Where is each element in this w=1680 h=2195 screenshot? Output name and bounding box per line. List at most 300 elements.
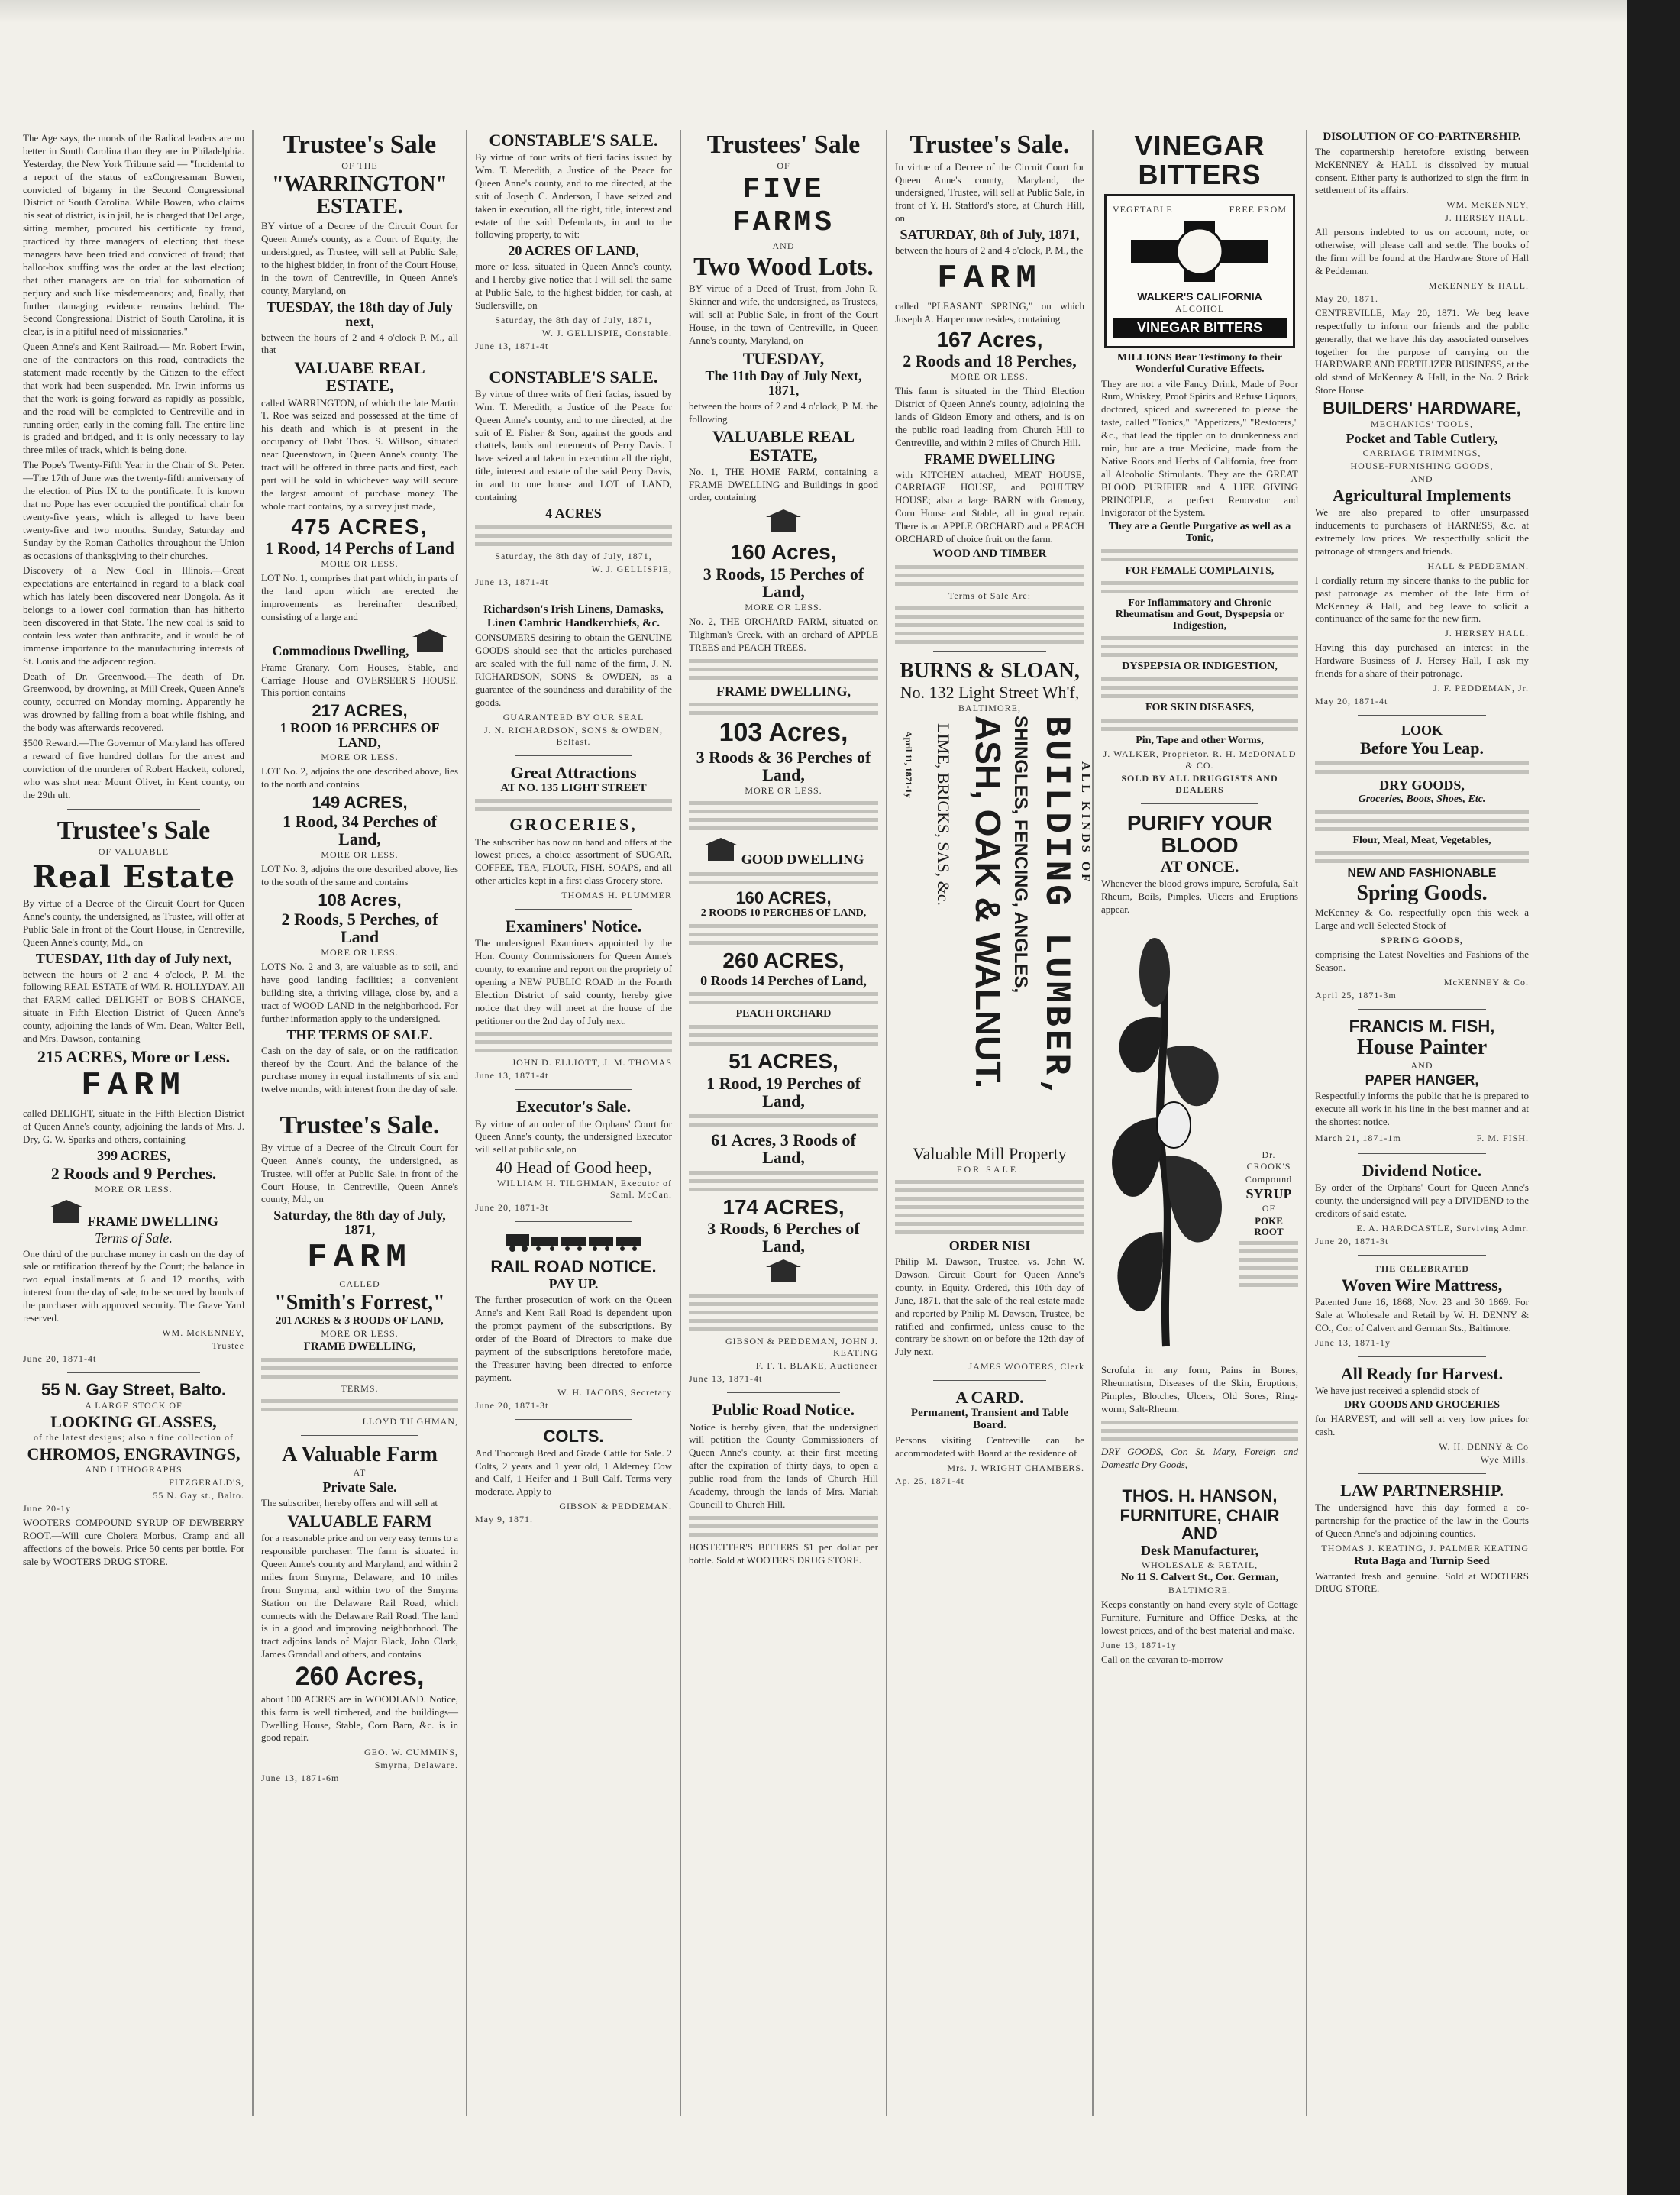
ad-body: In virtue of a Decree of the Circuit Court for Queen Anne's county, Maryland, the undersigned, Trustee, will sell at Public Sale, in front of Y. H. Stafford's store, at Church Hill, on <box>895 160 1084 225</box>
timber-heading: WOOD AND TIMBER <box>932 547 1047 560</box>
acreage: 260 ACRES, <box>722 949 845 973</box>
ad-body: BY virtue of a Deed of Trust, from John R. Skinner and wife, the undersigned, as Trustees, will sell at Public Sale, in front of the Court House, in the town of Centreville, in Queen Anne's county, Maryland, on <box>689 283 878 346</box>
faded-text <box>689 1516 878 1537</box>
ad-title: A Valuable Farm <box>282 1442 438 1466</box>
signature: JAMES WOOTERS, Clerk <box>968 1361 1084 1372</box>
ad-title: Examiners' Notice. <box>505 916 642 936</box>
faded-text <box>261 1399 458 1411</box>
frame-dwelling: FRAME DWELLING, <box>303 1340 416 1353</box>
sale-date: TUESDAY, the 18th day of July next, <box>267 299 453 329</box>
faded-text <box>895 1180 1084 1234</box>
ad-heading: 40 Head of Good heep, <box>495 1158 652 1178</box>
faded-text <box>689 1171 878 1191</box>
ad-body: Scrofula in any form, Pains in Bones, Rheumatism, Diseases of the Skin, Eruptions, Pimples, Blotches, Ulcers, Old Sores, Ring-worm, Salt-Rheum. <box>1101 1364 1298 1414</box>
ad-body: about 100 ACRES are in WOODLAND. Notice, this farm is well timbered, and the buildings—Dwelling House, Stable, Corn Barn, &c. is in good repair. <box>261 1692 458 1744</box>
acreage-detail: 1 Rood, 14 Perchs of Land <box>265 538 454 558</box>
faded-text <box>1239 1241 1298 1287</box>
more-or-less: MORE OR LESS. <box>321 849 399 861</box>
news-item: Death of Dr. Greenwood.—The death of Dr. Greenwood, by drowning, at Mill Creek, Queen Anne's county, occurred on Monday morning. Apparently he was drowned by falling from a boat while fishing, and the body was afterwards recovered. <box>23 670 244 734</box>
acreage-detail: 2 Roods and 18 Perches, <box>903 351 1077 371</box>
ad-title: Linen Cambric Handkerchiefs, &c. <box>487 616 660 629</box>
news-item: The Age says, the morals of the Radical leaders are no better in South Carolina than they are in Philadelphia. Yesterday, the New York Tribune said — "Incidental to a report of the status of exCongressman Bowen, convicted of bigamy in the Second Congressional District of South Carolina. While Bowen, who claims his seat of district, is in jail, he is charged that DeLarge, sitting member, procured his certificate by fraud, practiced by three managers of election; that these managers have been tried and convicted of fraud; that ballot-box stuffing was the order at the last election; that other managers are on trial for subornation of perjury and such like misdemeanors; and, finally, that further damaging evidence remains behind. The Second Congressional District of South Carolina, it is clear, is in a pitiful need of missionaries." <box>23 132 244 338</box>
ad-heading: FIVE FARMS <box>732 173 835 239</box>
product-name: Dr. CROOK'S <box>1246 1149 1291 1172</box>
faded-text <box>895 606 1084 644</box>
product-name: OF <box>1262 1202 1276 1214</box>
ad-body: All persons indebted to us on account, note, or otherwise, will please call and settle. The books of the firm will be found at the Hardware Store of Hall & Peddeman. <box>1315 226 1529 276</box>
ad-body: We are also prepared to offer unsurpassed inducements to purchasers of HARNESS, &c. at extremely low prices. We respectfully solicit the patronage of strangers and friends. <box>1315 506 1529 557</box>
signer-role: Trustee <box>212 1340 244 1351</box>
ad-date: June 20, 1871-3t <box>475 1399 549 1411</box>
ad-subtitle: They are a Gentle Purgative as well as a Tonic, <box>1108 521 1291 545</box>
sale-date: Saturday, the 8th day of July, 1871, <box>495 314 652 325</box>
train-icon <box>475 1230 672 1256</box>
divider <box>933 1380 1047 1381</box>
ad-body: comprising the Latest Novelties and Fashions of the Season. <box>1315 949 1529 974</box>
sale-date: Saturday, the 8th day of July, 1871, <box>495 550 652 561</box>
ad-title: COLTS. <box>543 1426 604 1446</box>
ad-body: Patented June 16, 1868, Nov. 23 and 30 1869. For Sale at Wholesale and Retail by W. H. DENNY & CO., Cor. of Calvert and German Sts., Baltimore. <box>1315 1295 1529 1333</box>
ad-subtitle: AND <box>1410 1060 1433 1072</box>
page-right-edge <box>1627 0 1680 2195</box>
more-or-less: MORE OR LESS. <box>321 947 399 958</box>
divider <box>67 1372 200 1373</box>
ad-title: Valuable Mill Property <box>913 1144 1067 1164</box>
farm-heading: FARM <box>937 259 1042 298</box>
ad-date: June 20-1y <box>23 1503 71 1515</box>
ad-subtitle: Pin, Tape and other Worms, <box>1136 734 1264 746</box>
ad-subtitle: AT NO. 135 LIGHT STREET <box>500 781 647 794</box>
divider <box>1358 715 1486 716</box>
faded-text <box>689 801 878 830</box>
faded-text <box>689 1294 878 1331</box>
ad-body: between the hours of 2 and 4 o'clock, P. M. the following REAL ESTATE of WM. R. HOLLYDAY. All that FARM called DELIGHT or BOB'S CHANCE, situate in Fifth Election District of Queen Anne's county, adjoining the lands of Wm. Dean, Walter Bell, and Mrs. Dawson, containing <box>23 968 244 1045</box>
ad-body: By virtue of an order of the Orphans' Court for Queen Anne's county, the undersigned Executor will sell at public sale, on <box>475 1117 672 1156</box>
signature: F. M. FISH. <box>1476 1133 1529 1144</box>
signature: GIBSON & PEDDEMAN, JOHN J. KEATING <box>725 1336 878 1359</box>
more-or-less: MORE OR LESS. <box>95 1183 173 1194</box>
ad-subtitle: AND <box>772 240 795 251</box>
ad-subtitle: DRY GOODS AND GROCERIES <box>1344 1398 1500 1411</box>
ad-subtitle: Permanent, Transient and Table Board. <box>910 1407 1069 1432</box>
acreage: 399 ACRES, <box>96 1147 171 1163</box>
house-icon <box>49 1200 84 1223</box>
acreage-detail: 3 Roods & 36 Perches of Land, <box>696 748 871 785</box>
ad-title: Trustees' Sale <box>706 131 861 159</box>
faded-text <box>475 799 672 811</box>
ad-body: Having this day purchased an interest in the Hardware Business of J. Hersey Hall, I ask my friends for a share of their patronage. <box>1315 642 1529 680</box>
ad-heading: PAPER HANGER, <box>1365 1072 1479 1088</box>
dwelling-heading: Commodious Dwelling, <box>272 642 409 658</box>
acreage-detail: 2 ROODS 10 PERCHES OF LAND, <box>700 907 867 920</box>
signature: Mrs. J. WRIGHT CHAMBERS. <box>947 1462 1084 1473</box>
house-icon <box>412 629 447 652</box>
ad-body: By virtue of a Decree of the Circuit Court for Queen Anne's county, the undersigned, as Trustee, will offer at Public Sale, in front of the Court House, in Centreville, Queen Anne's county, Md., on <box>261 1141 458 1205</box>
ad-subtitle: AND LITHOGRAPHS <box>85 1464 183 1476</box>
ad-title: All Ready for Harvest. <box>1340 1363 1504 1383</box>
ad-body: with KITCHEN attached, MEAT HOUSE, CARRIAGE HOUSE, and POULTRY HOUSE; also a large BARN with Granary, Corn House and Stable, all in good repair. There is an APPLE ORCHARD and a PEACH ORCHARD of choice fruit on the farm. <box>895 468 1084 545</box>
ad-body: Persons visiting Centreville can be accommodated with Board at the residence of <box>895 1434 1084 1459</box>
ad-body: HOSTETTER'S BITTERS $1 per dollar per bottle. Sold at WOOTERS DRUG STORE. <box>689 1540 878 1566</box>
ad-body: Respectfully informs the public that he is prepared to execute all work in his line in the best manner and at the shortest notice. <box>1315 1090 1529 1128</box>
ad-heading: Real Estate <box>31 859 236 896</box>
ad-title: LOOK <box>1401 722 1443 738</box>
farm-heading: FARM <box>307 1239 412 1278</box>
ad-subtitle: DRY GOODS, <box>1379 777 1465 793</box>
acreage: 475 ACRES, <box>291 514 428 538</box>
city: BALTIMORE, <box>958 703 1021 714</box>
signature: J. F. PEDDEMAN, Jr. <box>1433 682 1529 693</box>
divider <box>933 651 1047 652</box>
ad-heading: CHROMOS, ENGRAVINGS, <box>27 1444 241 1464</box>
ad-date: June 20, 1871-3t <box>475 1202 549 1214</box>
faded-text <box>1101 636 1298 657</box>
ad-date: April 11, 1871-1y <box>903 731 914 798</box>
ad-subtitle: For Inflammatory and Chronic Rheumatism and Gout, Dyspepsia or Indigestion, <box>1115 597 1284 632</box>
ad-body: CENTREVILLE, May 20, 1871. We beg leave respectfully to inform our friends and the public generally, that we have this day associated ourselves together for the purpose of carrying on the HARDWARE AND FERTILIZER BUSINESS, at the old stand of McKenney & Hall, in the No. 2 Brick Store House. <box>1315 306 1529 396</box>
ad-subtitle: Desk Manufacturer, <box>1141 1542 1258 1558</box>
ad-body: Frame Granary, Corn Houses, Stable, and Carriage House and OVERSEER'S HOUSE. This portion contains <box>261 661 458 699</box>
ad-body: No. 2, THE ORCHARD FARM, situated on Tilghman's Creek, with an orchard of APPLE TREES and PEACH TREES. <box>689 615 878 653</box>
terms-heading: Terms of Sale Are: <box>948 590 1032 601</box>
logo-text: VEGETABLE <box>1113 203 1173 215</box>
terms-heading: THE TERMS OF SALE. <box>286 1026 433 1043</box>
divider <box>1358 1153 1486 1154</box>
acreage-detail: 3 Roods, 6 Perches of Land, <box>707 1219 860 1256</box>
ad-body: By order of the Orphans' Court for Queen Anne's county, the undersigned will pay a DIVIDEND to the creditors of said estate. <box>1315 1182 1529 1219</box>
ad-title: Woven Wire Mattress, <box>1341 1275 1503 1295</box>
sale-date: SATURDAY, 8th of July, 1871, <box>900 227 1080 243</box>
acreage: 51 ACRES, <box>729 1049 838 1074</box>
ad-line: ALL KINDS OF <box>1079 761 1092 885</box>
ad-title: Dividend Notice. <box>1362 1161 1482 1181</box>
ad-body: LOT No. 1, comprises that part which, in parts of the land upon which are erected the improvements as hereinafter described, consisting of a large and <box>261 572 458 622</box>
ad-subtitle: SOLD BY ALL DRUGGISTS AND DEALERS <box>1121 772 1278 795</box>
signature: HALL & PEDDEMAN. <box>1427 560 1529 571</box>
address-heading: 55 N. Gay Street, Balto. <box>40 1379 227 1399</box>
house-icon <box>766 1259 801 1282</box>
vinegar-bitters-logo <box>1104 194 1295 349</box>
house-icon <box>703 838 738 861</box>
ad-title: CONSTABLE'S SALE. <box>489 131 658 150</box>
orchard-heading: PEACH ORCHARD <box>735 1008 832 1020</box>
ad-heading: BUILDERS' HARDWARE, <box>1323 399 1521 419</box>
ad-title: THOS. H. HANSON, <box>1122 1486 1278 1506</box>
divider <box>67 809 200 810</box>
signature: W. H. DENNY & Co <box>1439 1441 1529 1453</box>
signature: THOMAS J. KEATING, J. PALMER KEATING <box>1321 1542 1529 1553</box>
address: 55 N. Gay st., Balto. <box>153 1490 244 1502</box>
ad-date: June 13, 1871-4t <box>475 340 549 351</box>
faded-text <box>895 565 1084 586</box>
ad-body: between the hours of 2 and 4 o'clock, P. M., the <box>895 244 1084 257</box>
ad-body: The subscriber has now on hand and offers at the lowest prices, a choice assortment of SUGAR, COFFEE, TEA, FLOUR, FISH, SOAPS, and all other articles kept in a first class Grocery store. <box>475 836 672 887</box>
ad-heading: "Smith's Forrest," <box>274 1291 445 1315</box>
sale-date: The 11th Day of July Next, 1871, <box>705 367 862 398</box>
ad-title: BURNS & SLOAN, <box>900 658 1080 683</box>
ad-body: The undersigned have this day formed a co-partnership for the practice of the law in the Courts of Queen Anne's and adjoining counties. <box>1315 1502 1529 1539</box>
signature: E. A. HARDCASTLE, Surviving Admr. <box>1356 1222 1529 1233</box>
signature: WM. McKENNEY, <box>1446 199 1529 211</box>
ad-subtitle: PAY UP. <box>548 1276 599 1292</box>
ad-subtitle: DYSPEPSIA OR INDIGESTION, <box>1122 661 1278 673</box>
divider <box>515 1089 633 1090</box>
acreage: 108 Acres, <box>318 891 402 910</box>
ad-body: more or less, situated in Queen Anne's county, and I hereby give notice that I will sell the same at Public Sale, to the highest bidder, for cash, at Sudlersville, on <box>475 260 672 311</box>
faded-text <box>475 525 672 546</box>
ad-body: One third of the purchase money in cash on the day of sale or ratification thereof by the Court; the balance in two equal installments at 6 and 12 months, with interest from the day of sale, to be secured by bonds of the purchaser with approved security. The Grave Yard reserved. <box>23 1247 244 1324</box>
more-or-less: MORE OR LESS. <box>951 371 1029 383</box>
signature: GEO. W. CUMMINS, <box>363 1747 458 1758</box>
ad-heading: VALUABLE REAL ESTATE, <box>712 427 855 464</box>
product-name: SYRUP <box>1245 1186 1292 1202</box>
ad-title: PURIFY YOUR BLOOD <box>1126 810 1273 857</box>
ad-heading: Agricultural Implements <box>1332 486 1512 506</box>
ad-heading: "WARRINGTON" ESTATE. <box>272 172 447 219</box>
ad-subtitle: MECHANICS' TOOLS, <box>1370 419 1474 430</box>
ad-heading: LOOKING GLASSES, <box>50 1411 217 1431</box>
faded-text <box>689 872 878 884</box>
frame-dwelling: FRAME DWELLING, <box>716 683 851 699</box>
address: Wye Mills. <box>1480 1454 1529 1466</box>
ad-date: May 20, 1871-4t <box>1315 695 1388 706</box>
ad-body: Call on the cavaran to-morrow <box>1101 1653 1223 1665</box>
ad-body: The undersigned Examiners appointed by the Hon. County Commissioners for Queen Anne's county, to examine and report on the propriety of opening a NEW PUBLIC ROAD in the Fourth Election District of said county, hereby give notice that they will meet at the house of the petitioner on the 2nd day of July next. <box>475 937 672 1026</box>
ad-date: June 20, 1871-3t <box>1315 1235 1389 1246</box>
ad-subtitle: FOR SKIN DISEASES, <box>1145 702 1254 714</box>
frame-dwelling: FRAME DWELLING <box>87 1213 218 1229</box>
signature: McKENNEY & HALL. <box>1428 280 1529 291</box>
product-name: POKE ROOT <box>1254 1214 1284 1237</box>
ad-body: BY virtue of a Decree of the Circuit Court for Queen Anne's county, as a Court of Equity, the undersigned, as Trustee, will sell at Public Sale, to the highest bidder, in front of the Court House, in the town of Centreville, in Queen Anne's county, Maryland, on <box>261 220 458 296</box>
farm-heading: FARM <box>81 1067 186 1105</box>
acreage: 20 ACRES OF LAND, <box>508 243 639 259</box>
faded-text <box>475 1032 672 1052</box>
ad-body: CONSUMERS desiring to obtain the GENUINE GOODS should see that the articles purchased are sealed with the full name of the firm, J. N. RICHARDSON, SONS & OWDEN, as a guarantee of the soundness and durability of the goods. <box>475 632 672 708</box>
ad-heading: BUILDING LUMBER, <box>1036 716 1076 1102</box>
ad-subtitle: OF VALUABLE <box>98 846 170 858</box>
ad-subtitle: CALLED <box>339 1279 380 1290</box>
logo-text: FREE FROM <box>1229 203 1287 215</box>
ad-date: March 21, 1871-1m <box>1315 1133 1401 1144</box>
ad-body: We have just received a splendid stock of <box>1315 1384 1480 1396</box>
signature: F. F. T. BLAKE, Auctioneer <box>755 1360 878 1372</box>
ad-heading: Two Wood Lots. <box>693 252 874 281</box>
ad-subtitle: SPRING GOODS, <box>1381 935 1463 946</box>
news-item: $500 Reward.—The Governor of Maryland has offered a reward of five hundred dollars for the arrest and conviction of the murderer of Robert Hackett, colored, who was shot near Mount Olivet, in Kent county, on the 29th ult. <box>23 736 244 800</box>
faded-text <box>689 992 878 1004</box>
ad-heading: House Painter <box>1356 1036 1488 1060</box>
faded-text <box>689 703 878 715</box>
signature: W. J. GELLISPIE, <box>591 563 672 574</box>
ad-heading: GROCERIES, <box>509 815 638 835</box>
ad-date: June 13, 1871-1y <box>1315 1337 1391 1348</box>
ad-subtitle: Pocket and Table Cutlery, <box>1346 431 1498 447</box>
ad-body: The subscriber, hereby offers and will sell at <box>261 1497 438 1509</box>
ad-body: By virtue of four writs of fieri facias issued by Wm. T. Meredith, a Justice of the Peace for Queen Anne's county, and to me directed, at the suit of Joseph C. Anderson, I have seized and taken in execution, all the right, title, interest and estate of the said Defendants, in and to the following property, to wit: <box>475 151 672 241</box>
ad-subtitle: OF THE <box>341 160 378 171</box>
ad-subtitle: WHOLESALE & RETAIL, <box>1141 1559 1258 1570</box>
ad-line: SHINGLES, FENCING, ANGLES, <box>1010 716 1031 994</box>
ad-body: WOOTERS COMPOUND SYRUP OF DEWBERRY ROOT.—Will cure Cholera Morbus, Cramp and all affections of the bowels. Price 50 cents per bottle. For sale by WOOTERS DRUG STORE. <box>23 1517 244 1567</box>
ad-body: By virtue of a Decree of the Circuit Court for Queen Anne's county, the undersigned, as Trustee, will offer at Public Sale in front of the Court House, in Centreville, Queen Anne's county, Md., on <box>23 897 244 948</box>
news-item: Discovery of a New Coal in Illinois.—Great expectations are entertained in regard to a black coal which has lately been discovered near Dongola. As it belongs to a lower coal formation than has hitherto been discovered in that State. The new coal is said to contain less water than anthracite, and it would be of immense importance to the manufacturing interests of St. Louis and the adjacent region. <box>23 564 244 667</box>
faded-text <box>1101 719 1298 731</box>
acreage: 4 ACRES <box>545 505 602 521</box>
signature: FITZGERALD'S, <box>169 1477 244 1489</box>
signature: GIBSON & PEDDEMAN. <box>559 1501 672 1512</box>
ad-body: for HARVEST, and will sell at very low prices for cash. <box>1315 1413 1529 1438</box>
ad-body: This farm is situated in the Third Election District of Queen Anne's county, adjoining the lands of Gideon Emory and others, and is on the public road leading from Church Hill to Centreville, and within 2 miles of Church Hill. <box>895 385 1084 448</box>
acreage: 149 ACRES, <box>312 792 408 812</box>
acreage: 201 ACRES & 3 ROODS OF LAND, <box>276 1314 444 1327</box>
terms-heading: Terms of Sale. <box>95 1230 173 1246</box>
ad-body: Notice is hereby given, that the undersigned will petition the County Commissioners of Queen Anne's county, at their first meeting after the expiration of thirty days, to open a public road from the lands of Church Hill Academy, through the lands of Mrs. Mariah Councill to Church Hill. <box>689 1421 878 1510</box>
page-top-edge <box>0 0 1680 23</box>
ad-body: McKenney & Co. respectfully open this week a Large and well Selected Stock of <box>1315 907 1529 932</box>
ad-body: Cash on the day of sale, or on the ratification thereof by the Court. And the balance of the purchase money in equal installments of six and twelve months, with interest from the day of sale. <box>261 1044 458 1095</box>
signature: WM. McKENNEY, <box>162 1327 244 1338</box>
column-3 <box>467 130 680 2116</box>
column-7 <box>1307 130 1536 2116</box>
ad-subtitle: MILLIONS Bear Testimony to their Wonderful Curative Effects. <box>1117 352 1282 375</box>
faded-text <box>689 1025 878 1046</box>
ad-title: A CARD. <box>955 1388 1024 1408</box>
acreage-detail: 1 ROOD 16 PERCHES OF LAND, <box>279 720 440 751</box>
ad-title: FURNITURE, CHAIR AND <box>1119 1505 1280 1543</box>
ad-subtitle: CARRIAGE TRIMMINGS, <box>1362 448 1481 459</box>
product-name: Compound <box>1245 1174 1293 1185</box>
terms-heading: TERMS. <box>341 1382 379 1394</box>
ad-subtitle: AT <box>353 1467 367 1479</box>
ad-subtitle: OF <box>777 160 790 171</box>
ad-title: Executor's Sale. <box>515 1097 632 1117</box>
ad-date: June 13, 1871-4t <box>475 1070 549 1081</box>
more-or-less: MORE OR LESS. <box>321 558 399 570</box>
address: No. 132 Light Street Wh'f, <box>900 683 1080 703</box>
signature: J. WALKER, Proprietor. R. H. McDONALD & CO. <box>1103 748 1297 771</box>
ad-line: LIME, BRICKS, SAS, &c. <box>934 723 953 907</box>
ad-body: for a reasonable price and on very easy terms to a responsible purchaser. The farm is situated in Queen Anne's county and Maryland, and within 2 miles from Smyrna, Delaware, and 10 miles from Smyrna, and within two of the Smyrna Station on the Delaware Rail Road, which connects with the Delaware Rail Road. The land is in a good and improving neighborhood. The tract adjoins lands of Major Black, John Clark, James Grandall and others, and contains <box>261 1532 458 1660</box>
acreage-detail: 1 Rood, 34 Perches of Land, <box>283 812 437 849</box>
divider <box>1358 1473 1486 1474</box>
ad-subtitle: AT ONCE. <box>1160 857 1239 877</box>
ad-heading: VALUABLE FARM <box>287 1511 432 1531</box>
logo-banner: VINEGAR BITTERS <box>1113 318 1287 338</box>
ad-line: ASH, OAK & WALNUT. <box>968 716 1008 1089</box>
ad-body: Whenever the blood grows impure, Scrofula, Salt Rheum, Boils, Pimples, Ulcers and Eruptions appear. <box>1101 878 1298 916</box>
column-6 <box>1094 130 1306 2116</box>
ad-subtitle: Private Sale. <box>322 1479 397 1495</box>
ad-title: Trustee's Sale. <box>279 1111 440 1140</box>
faded-text <box>1101 581 1298 593</box>
more-or-less: MORE OR LESS. <box>321 1328 399 1340</box>
ad-title: Ruta Baga and Turnip Seed <box>1354 1554 1490 1567</box>
ad-body: And Thorough Bred and Grade Cattle for Sale. 2 Colts, 2 years and 1 year old, 1 Alderney Cow and Calf, 1 Heifer and 1 Bull Calf. Terms very moderate. Apply to <box>475 1447 672 1498</box>
faded-text <box>1101 677 1298 698</box>
ad-date: June 13, 1871-6m <box>261 1773 340 1784</box>
ad-body: By virtue of three writs of fieri facias, issued by Wm. T. Meredith, a Justice of the Peace for Queen Anne's county, and to me directed, at the suit of E. Fisher & Son, against the goods and chattels, lands and tenements of Perry Davis. I have seized and taken in execution all the right, title, interest and estate of the said Perry Davis, in and to one house and LOT of LAND, containing <box>475 387 672 503</box>
ad-title: Public Road Notice. <box>712 1400 855 1420</box>
faded-text <box>689 924 878 945</box>
ad-subtitle: AND <box>1410 474 1433 485</box>
ad-date: May 20, 1871. <box>1315 293 1378 304</box>
logo-text: WALKER'S CALIFORNIA <box>1137 289 1262 302</box>
acreage: 103 Acres, <box>719 718 848 748</box>
acreage: 61 Acres, 3 Roods of Land, <box>711 1130 856 1167</box>
divider <box>515 1419 633 1420</box>
acreage-detail: 2 Roods, 5 Perches, of Land <box>281 910 438 947</box>
signature: W. H. JACOBS, Secretary <box>557 1386 672 1398</box>
faded-text <box>1101 1421 1298 1441</box>
acreage-detail: 0 Roods 14 Perches of Land, <box>700 972 867 988</box>
ad-body: DRY GOODS, Cor. St. Mary, Foreign and Domestic Dry Goods, <box>1101 1445 1298 1470</box>
acreage-detail: 3 Roods, 15 Perches of Land, <box>703 564 864 601</box>
news-item: The Pope's Twenty-Fifth Year in the Chair of St. Peter.—The 17th of June was the twenty-fifth anniversary of the election of Pius IX to the pontificate. It is known that no Pope has ever occupied the pontifical chair for twenty-five years, which is alleged to have been twenty-five and two months. Sunday, Saturday and Sunday by the Roman Catholics throughout the Union as occasions of thanksgiving to their churches. <box>23 459 244 561</box>
ad-body: No. 1, THE HOME FARM, containing a FRAME DWELLING and Buildings in good order, containing <box>689 465 878 503</box>
divider <box>1141 803 1259 804</box>
ad-title: RAIL ROAD NOTICE. <box>490 1257 657 1277</box>
divider <box>515 1221 633 1222</box>
column-5 <box>887 130 1092 2116</box>
ad-subtitle: THE CELEBRATED <box>1374 1262 1470 1274</box>
ad-body: Philip M. Dawson, Trustee, vs. John W. Dawson. Circuit Court for Queen Anne's county, in Equity. Ordered, this 10th day of June, 1871, that the sale of the real estate made and reported by Philip M. Dawson, Trustee, be ratified and confirmed, unless cause to the contrary be shown on or before the 12th day of July next. <box>895 1256 1084 1358</box>
ad-body: The copartnership heretofore existing between McKENNEY & HALL is dissolved by mutual consent. Either party is authorized to sign the firm in settlement of its affairs. <box>1315 145 1529 196</box>
sale-date: Saturday, the 8th day of July, 1871, <box>273 1207 446 1238</box>
ad-body: called WARRINGTON, of which the late Martin T. Roe was seized and possessed at the time of his death and which is at present in the occupancy of Dabt Thos. S. Willson, situated near Queenstown, in Queen Anne's county. The tract will be offered in three parts and first, each part will be sold in whichever way will secure the largest amount of purchase money. The whole tract contains, by a survey just made, <box>261 396 458 512</box>
signature: WILLIAM H. TILGHMAN, Executor of Saml. McCan. <box>496 1178 672 1201</box>
sale-day: TUESDAY, <box>742 348 825 368</box>
ad-date: April 25, 1871-3m <box>1315 989 1397 1001</box>
ad-body: called "PLEASANT SPRING," on which Joseph A. Harper now resides, containing <box>895 299 1084 325</box>
ad-heading: Spring Goods. <box>1356 881 1488 906</box>
ad-subtitle: HOUSE-FURNISHING GOODS, <box>1350 461 1494 472</box>
ad-subtitle: Groceries, Boots, Shoes, Etc. <box>1358 793 1486 805</box>
ad-title: LAW PARTNERSHIP. <box>1340 1481 1504 1501</box>
signature: J. N. RICHARDSON, SONS & OWDEN, Belfast. <box>483 724 663 747</box>
ad-body: Warranted fresh and genuine. Sold at WOOTERS DRUG STORE. <box>1315 1569 1529 1595</box>
signature: J. HERSEY HALL. <box>1445 628 1529 639</box>
faded-text <box>1101 549 1298 561</box>
address: Smyrna, Delaware. <box>374 1760 458 1771</box>
faded-text <box>1315 761 1529 774</box>
ad-heading: Before You Leap. <box>1360 738 1484 758</box>
ad-subtitle: FOR SALE. <box>956 1164 1023 1175</box>
ad-title: FRANCIS M. FISH, <box>1349 1016 1495 1036</box>
acreage: 167 Acres, <box>936 327 1043 351</box>
column-2 <box>254 130 466 2116</box>
ad-title: NEW AND FASHIONABLE <box>1347 867 1497 881</box>
divider <box>727 1392 841 1393</box>
ad-title: Great Attractions <box>510 762 637 782</box>
faded-text <box>689 659 878 680</box>
ad-title: Trustee's Sale. <box>909 131 1070 159</box>
divider <box>515 909 633 910</box>
ad-title: Trustee's Sale <box>57 816 211 845</box>
acreage: 215 ACRES, More or Less. <box>37 1046 231 1066</box>
ad-date: Ap. 25, 1871-4t <box>895 1475 964 1486</box>
ad-title: Trustee's Sale <box>283 131 437 159</box>
ad-date: June 13, 1871-1y <box>1101 1639 1177 1650</box>
ad-title: CONSTABLE'S SALE. <box>489 367 658 386</box>
ad-title: ORDER NISI <box>948 1238 1031 1254</box>
ad-date: May 9, 1871. <box>475 1514 533 1525</box>
acreage: 217 ACRES, <box>312 701 408 721</box>
signature: THOMAS H. PLUMMER <box>561 890 672 901</box>
acreage: 174 ACRES, <box>722 1194 845 1219</box>
frame-dwelling: FRAME DWELLING <box>924 451 1055 467</box>
sale-date: TUESDAY, 11th day of July next, <box>35 950 232 966</box>
